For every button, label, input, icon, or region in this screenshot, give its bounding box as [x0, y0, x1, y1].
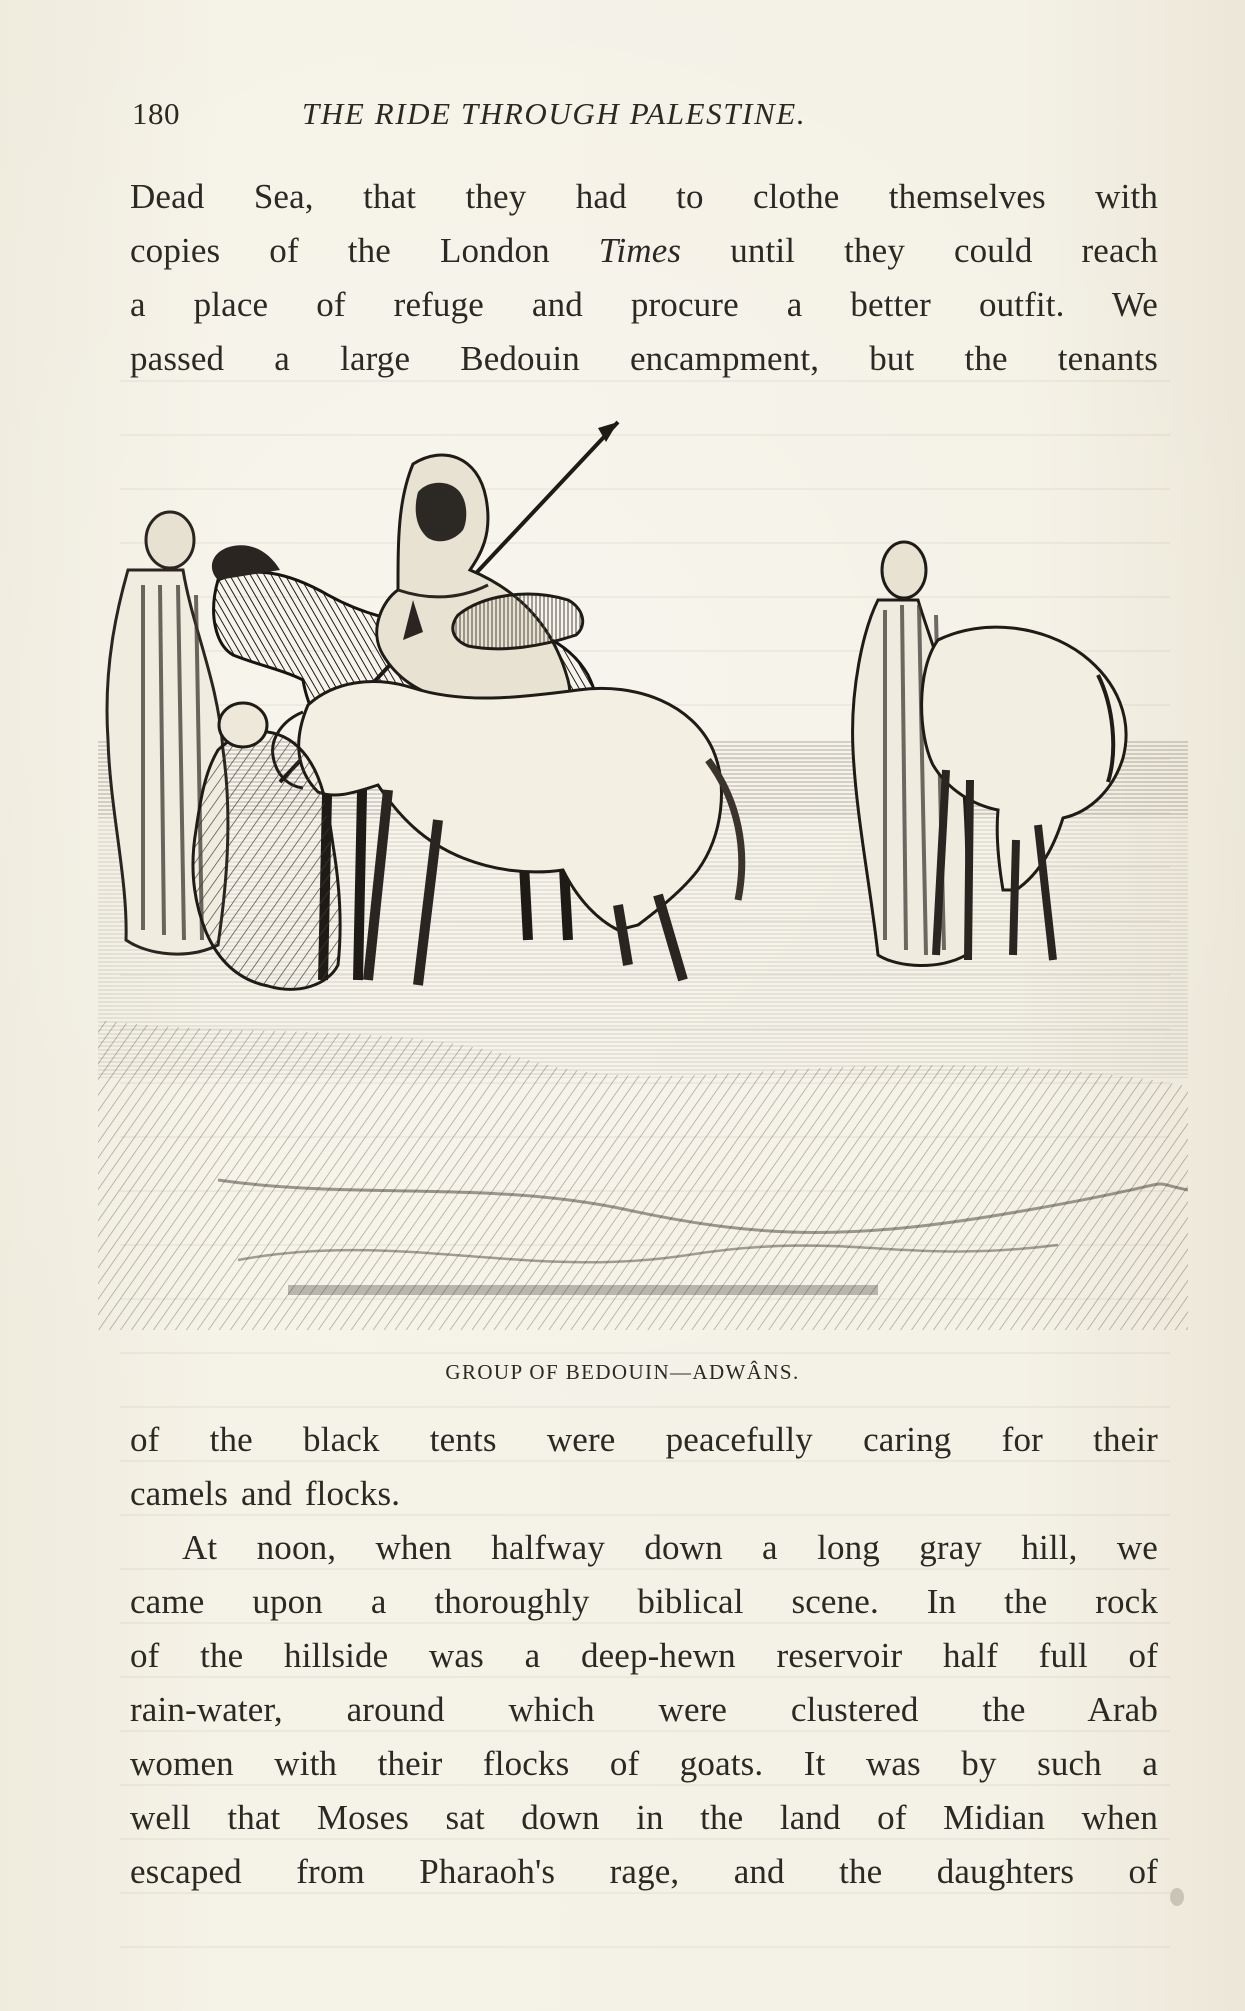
crouching-figure-head: [219, 703, 267, 747]
paragraph-continuation-top: [130, 170, 1158, 386]
text-line: of the black tents were peacefully caring for their: [130, 1420, 1158, 1459]
text-line: women with their flocks of goats. It was by such a: [130, 1744, 1158, 1783]
paragraph-start-line: At noon, when halfway down a long gray hill, we: [182, 1528, 1158, 1567]
italic-times: Times: [598, 231, 682, 270]
text-line: escaped from Pharaoh's rage, and the daughters of: [130, 1852, 1158, 1891]
standing-figure-right-head: [882, 542, 926, 598]
illustration-caption: GROUP OF BEDOUIN—ADWÂNS.: [445, 1360, 800, 1384]
text-line: camels and flocks.: [130, 1474, 401, 1513]
text-line: passed a large Bedouin encampment, but the tenants: [130, 339, 1158, 378]
text-line: a place of refuge and procure a better outfit. We: [130, 285, 1158, 324]
text-fragment: copies of the London: [130, 231, 599, 270]
bedouin-engraving: [98, 420, 1188, 1330]
text-line: Dead Sea, that they had to clothe themselves with: [130, 177, 1158, 216]
ink-spot: [1170, 1888, 1184, 1906]
rider-face: [416, 483, 467, 542]
running-head: THE RIDE THROUGH PALESTINE.: [302, 96, 807, 131]
engraving-illustration: [98, 420, 1188, 1330]
page-number: 180: [132, 96, 180, 131]
text-line: of the hillside was a deep-hewn reservoir half full of: [130, 1636, 1158, 1675]
text-line: came upon a thoroughly biblical scene. In the rock: [130, 1582, 1158, 1621]
paragraph-continuation-bottom: [130, 1413, 1158, 1899]
standing-figure-left-head: [146, 512, 194, 568]
text-line: rain-water, around which were clustered the Arab: [130, 1690, 1158, 1729]
text-line-with-italic: [130, 224, 1158, 278]
text-fragment: until they could reach: [681, 231, 1158, 270]
text-line: well that Moses sat down in the land of Midian when: [130, 1798, 1158, 1837]
